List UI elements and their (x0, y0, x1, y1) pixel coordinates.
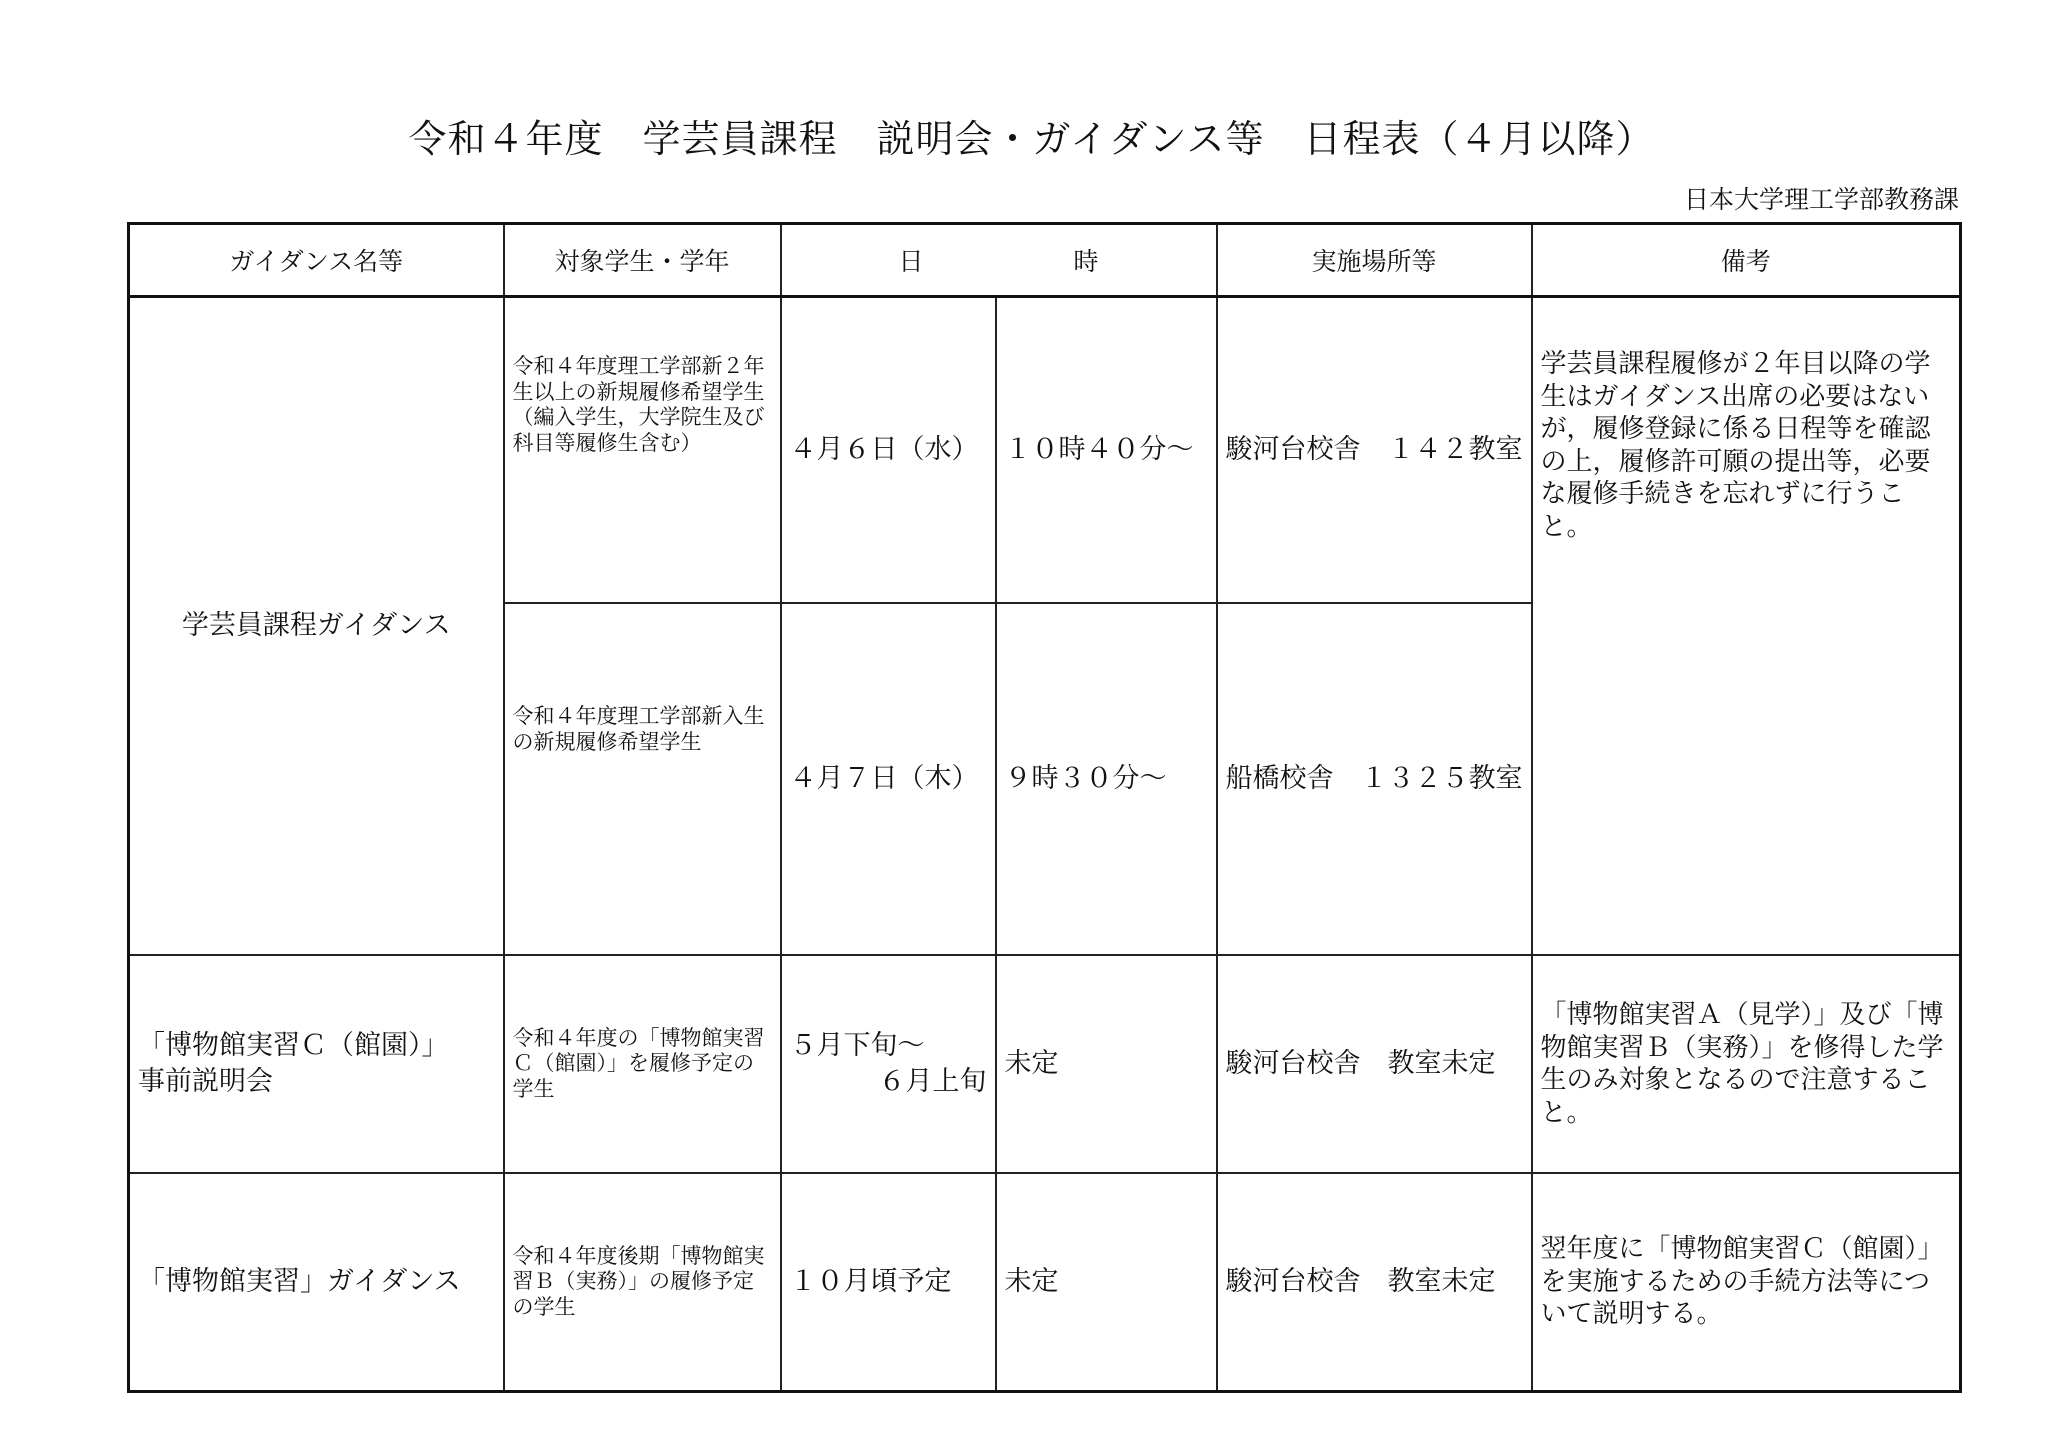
notes-cell: 学芸員課程履修が２年目以降の学生はガイダンス出席の必要はないが，履修登録に係る日程等を確認の上，履修許可願の提出等，必要な履修手続きを忘れずに行うこと。 (1532, 297, 1961, 956)
schedule-table (127, 222, 1962, 1393)
notes-cell: 翌年度に「博物館実習Ｃ（館園）」を実施するための手続方法等について説明する。 (1532, 1173, 1961, 1392)
session-time: 未定 (996, 955, 1217, 1173)
column-header-name: ガイダンス名等 (129, 224, 504, 297)
target-students: 令和４年度後期「博物館実習Ｂ（実務）」の履修予定の学生 (504, 1173, 781, 1392)
session-date (781, 955, 996, 1173)
table-row (129, 955, 1961, 1173)
notes-cell: 「博物館実習Ａ（見学）」及び「博物館実習Ｂ（実務）」を修得した学生のみ対象となるので注意すること。 (1532, 955, 1961, 1173)
session-date: ４月７日（木） (781, 603, 996, 955)
session-place: 駿河台校舎 １４２教室 (1217, 297, 1532, 604)
column-header-datetime: 日 時 (781, 224, 1217, 297)
column-header-notes: 備考 (1532, 224, 1961, 297)
session-date-line2: ６月上旬 (878, 1066, 987, 1097)
guidance-name-line1: 「博物館実習Ｃ（館園）」 (138, 1029, 449, 1061)
target-students: 令和４年度理工学部新入生の新規履修希望学生 (504, 603, 781, 955)
guidance-name-line2: 事前説明会 (138, 1066, 273, 1097)
session-date: １０月頃予定 (781, 1173, 996, 1392)
session-date: ４月６日（水） (781, 297, 996, 604)
session-time: １０時４０分～ (996, 297, 1217, 604)
session-date-line1: ５月下旬～ (789, 1029, 925, 1061)
guidance-name: 学芸員課程ガイダンス (129, 297, 504, 956)
column-header-target: 対象学生・学年 (504, 224, 781, 297)
session-place: 駿河台校舎 教室未定 (1217, 955, 1532, 1173)
table-header-row (129, 224, 1961, 297)
column-header-place: 実施場所等 (1217, 224, 1532, 297)
session-time: ９時３０分～ (996, 603, 1217, 955)
session-time: 未定 (996, 1173, 1217, 1392)
department-name: 日本大学理工学部教務課 (1683, 185, 1959, 214)
page-title: 令和４年度 学芸員課程 説明会・ガイダンス等 日程表（４月以降） (408, 117, 1655, 161)
guidance-name: 「博物館実習」ガイダンス (129, 1173, 504, 1392)
table-row (129, 1173, 1961, 1392)
session-place: 駿河台校舎 教室未定 (1217, 1173, 1532, 1392)
session-place: 船橋校舎 １３２５教室 (1217, 603, 1532, 955)
guidance-name (129, 955, 504, 1173)
table-row (129, 297, 1961, 604)
target-students: 令和４年度の「博物館実習Ｃ（館園）」を履修予定の学生 (504, 955, 781, 1173)
target-students: 令和４年度理工学部新２年生以上の新規履修希望学生（編入学生，大学院生及び科目等履修生含む） (504, 297, 781, 604)
